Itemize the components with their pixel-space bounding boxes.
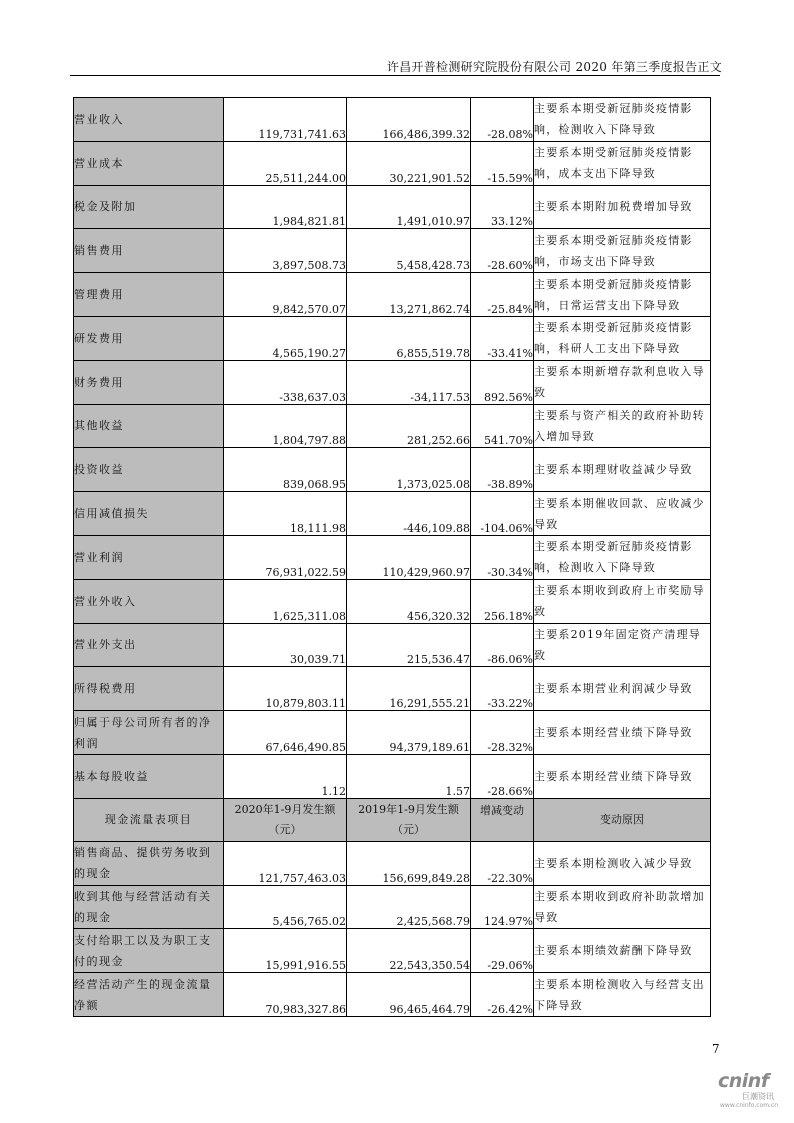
- row-current-value: 1.12: [224, 754, 347, 798]
- row-reason: 主要系本期受新冠肺炎疫情影响，检测收入下降导致: [534, 535, 711, 579]
- row-item: 信用减值损失: [74, 492, 224, 536]
- row-item: 收到其他与经营活动有关的现金: [74, 885, 224, 929]
- row-reason: 主要系本期受新冠肺炎疫情影响，科研人工支出下降导致: [534, 316, 711, 360]
- row-prior-value: -34,117.53: [347, 360, 471, 404]
- row-reason: 主要系本期理财收益减少导致: [534, 448, 711, 492]
- row-item: 研发费用: [74, 316, 224, 360]
- header-item: 现金流量表项目: [74, 798, 224, 841]
- row-reason: 主要系本期受新冠肺炎疫情影响，市场支出下降导致: [534, 229, 711, 273]
- row-change: -33.22%: [471, 667, 534, 711]
- table-row: [74, 973, 711, 1017]
- row-change: -22.30%: [471, 841, 534, 885]
- header-current-line2: （元）: [268, 822, 302, 836]
- table-row: [74, 98, 711, 142]
- row-prior-value: 5,458,428.73: [347, 229, 471, 273]
- row-reason: 主要系本期催收回款、应收减少导致: [534, 492, 711, 536]
- table-row: [74, 711, 711, 755]
- row-current-value: -338,637.03: [224, 360, 347, 404]
- table-row: [74, 229, 711, 273]
- row-reason: 主要系本期受新冠肺炎疫情影响，日常运营支出下降导致: [534, 273, 711, 317]
- row-item: 基本每股收益: [74, 754, 224, 798]
- row-change: -28.08%: [471, 98, 534, 142]
- row-prior-value: 6,855,519.78: [347, 316, 471, 360]
- row-current-value: 1,984,821.81: [224, 185, 347, 229]
- row-prior-value: 96,465,464.79: [347, 973, 471, 1017]
- row-prior-value: 110,429,960.97: [347, 535, 471, 579]
- row-reason: 主要系本期新增存款利息收入导致: [534, 360, 711, 404]
- page-number: 7: [712, 1042, 720, 1056]
- header-prior-line2: （元）: [392, 822, 425, 836]
- row-prior-value: 1,373,025.08: [347, 448, 471, 492]
- row-change: -86.06%: [471, 623, 534, 667]
- logo-brand: cninf: [718, 1070, 769, 1092]
- row-item: 营业利润: [74, 535, 224, 579]
- row-prior-value: 30,221,901.52: [347, 141, 471, 185]
- table-row: [74, 185, 711, 229]
- row-reason: 主要系本期经营业绩下降导致: [534, 711, 711, 755]
- row-prior-value: 2,425,568.79: [347, 885, 471, 929]
- table-row: [74, 623, 711, 667]
- row-item: 归属于母公司所有者的净利润: [74, 711, 224, 755]
- row-item: 财务费用: [74, 360, 224, 404]
- row-item: 税金及附加: [74, 185, 224, 229]
- row-prior-value: 1,491,010.97: [347, 185, 471, 229]
- row-current-value: 5,456,765.02: [224, 885, 347, 929]
- row-current-value: 4,565,190.27: [224, 316, 347, 360]
- row-prior-value: 215,536.47: [347, 623, 471, 667]
- row-current-value: 76,931,022.59: [224, 535, 347, 579]
- header-change: 增减变动: [471, 798, 534, 841]
- row-reason: 主要系本期绩效薪酬下降导致: [534, 929, 711, 973]
- row-change: -28.60%: [471, 229, 534, 273]
- row-current-value: 839,068.95: [224, 448, 347, 492]
- row-item: 投资收益: [74, 448, 224, 492]
- row-item: 营业成本: [74, 141, 224, 185]
- row-change: -33.41%: [471, 316, 534, 360]
- row-change: 256.18%: [471, 579, 534, 623]
- row-item: 营业收入: [74, 98, 224, 142]
- row-prior-value: 94,379,189.61: [347, 711, 471, 755]
- row-prior-value: 13,271,862.74: [347, 273, 471, 317]
- row-current-value: 1,804,797.88: [224, 404, 347, 448]
- header-current-line1: 2020年1-9月发生额: [234, 802, 336, 816]
- header-divider: [70, 75, 720, 76]
- header-prior-line1: 2019年1-9月发生额: [358, 802, 459, 816]
- row-item: 其他收益: [74, 404, 224, 448]
- row-prior-value: 16,291,555.21: [347, 667, 471, 711]
- row-reason: 主要系本期检测收入减少导致: [534, 841, 711, 885]
- header-prior: [347, 798, 471, 841]
- table-row: [74, 141, 711, 185]
- row-change: -30.34%: [471, 535, 534, 579]
- row-item: 销售商品、提供劳务收到的现金: [74, 841, 224, 885]
- row-item: 所得税费用: [74, 667, 224, 711]
- row-change: 33.12%: [471, 185, 534, 229]
- row-item: 销售费用: [74, 229, 224, 273]
- table-row: [74, 448, 711, 492]
- table-row: [74, 579, 711, 623]
- row-change: -29.06%: [471, 929, 534, 973]
- cninfo-logo: [718, 1070, 794, 1114]
- row-reason: 主要系本期检测收入与经营支出下降导致: [534, 973, 711, 1017]
- row-current-value: 18,111.98: [224, 492, 347, 536]
- row-current-value: 1,625,311.08: [224, 579, 347, 623]
- row-reason: 主要系本期附加税费增加导致: [534, 185, 711, 229]
- cashflow-header: [74, 798, 711, 841]
- row-prior-value: 281,252.66: [347, 404, 471, 448]
- row-reason: 主要系本期收到政府上市奖励导致: [534, 579, 711, 623]
- row-reason: 主要系本期营业利润减少导致: [534, 667, 711, 711]
- row-change: 892.56%: [471, 360, 534, 404]
- row-change: -25.84%: [471, 273, 534, 317]
- row-current-value: 119,731,741.63: [224, 98, 347, 142]
- report-header: 许昌开普检测研究院股份有限公司 2020 年第三季度报告正文: [386, 60, 722, 74]
- row-current-value: 3,897,508.73: [224, 229, 347, 273]
- table-row: [74, 929, 711, 973]
- row-reason: 主要系本期收到政府补助款增加导致: [534, 885, 711, 929]
- row-reason: 主要系与资产相关的政府补助转入增加导致: [534, 404, 711, 448]
- row-change: -38.89%: [471, 448, 534, 492]
- row-current-value: 121,757,463.03: [224, 841, 347, 885]
- row-reason: 主要系2019年固定资产清理导致: [534, 623, 711, 667]
- row-item: 支付给职工以及为职工支付的现金: [74, 929, 224, 973]
- row-current-value: 15,991,916.55: [224, 929, 347, 973]
- table-row: [74, 273, 711, 317]
- row-item: 经营活动产生的现金流量净额: [74, 973, 224, 1017]
- row-change: 541.70%: [471, 404, 534, 448]
- row-current-value: 10,879,803.11: [224, 667, 347, 711]
- row-change: 124.97%: [471, 885, 534, 929]
- logo-brand-cn: 巨潮资讯: [742, 1092, 774, 1101]
- header-current: [224, 798, 347, 841]
- table-row: [74, 492, 711, 536]
- table-row: [74, 841, 711, 885]
- logo-url: www.cninfo.com.cn: [720, 1102, 779, 1109]
- table-row: [74, 404, 711, 448]
- financial-changes-table: [73, 97, 711, 1017]
- row-item: 营业外支出: [74, 623, 224, 667]
- cashflow-header-row: [74, 798, 711, 841]
- table-row: [74, 754, 711, 798]
- row-item: 管理费用: [74, 273, 224, 317]
- income-statement-rows: [74, 98, 711, 799]
- row-prior-value: -446,109.88: [347, 492, 471, 536]
- row-change: -28.32%: [471, 711, 534, 755]
- row-reason: 主要系本期经营业绩下降导致: [534, 754, 711, 798]
- cashflow-rows: [74, 841, 711, 1016]
- header-reason: 变动原因: [534, 798, 711, 841]
- row-change: -28.66%: [471, 754, 534, 798]
- row-item: 营业外收入: [74, 579, 224, 623]
- row-current-value: 70,983,327.86: [224, 973, 347, 1017]
- row-reason: 主要系本期受新冠肺炎疫情影响，成本支出下降导致: [534, 141, 711, 185]
- row-reason: 主要系本期受新冠肺炎疫情影响，检测收入下降导致: [534, 98, 711, 142]
- table-row: [74, 885, 711, 929]
- row-change: -104.06%: [471, 492, 534, 536]
- row-current-value: 30,039.71: [224, 623, 347, 667]
- row-prior-value: 456,320.32: [347, 579, 471, 623]
- row-current-value: 9,842,570.07: [224, 273, 347, 317]
- row-prior-value: 1.57: [347, 754, 471, 798]
- row-prior-value: 22,543,350.54: [347, 929, 471, 973]
- row-change: -15.59%: [471, 141, 534, 185]
- table-row: [74, 667, 711, 711]
- row-change: -26.42%: [471, 973, 534, 1017]
- row-current-value: 67,646,490.85: [224, 711, 347, 755]
- table-row: [74, 360, 711, 404]
- row-prior-value: 156,699,849.28: [347, 841, 471, 885]
- row-prior-value: 166,486,399.32: [347, 98, 471, 142]
- table-row: [74, 535, 711, 579]
- table-row: [74, 316, 711, 360]
- row-current-value: 25,511,244.00: [224, 141, 347, 185]
